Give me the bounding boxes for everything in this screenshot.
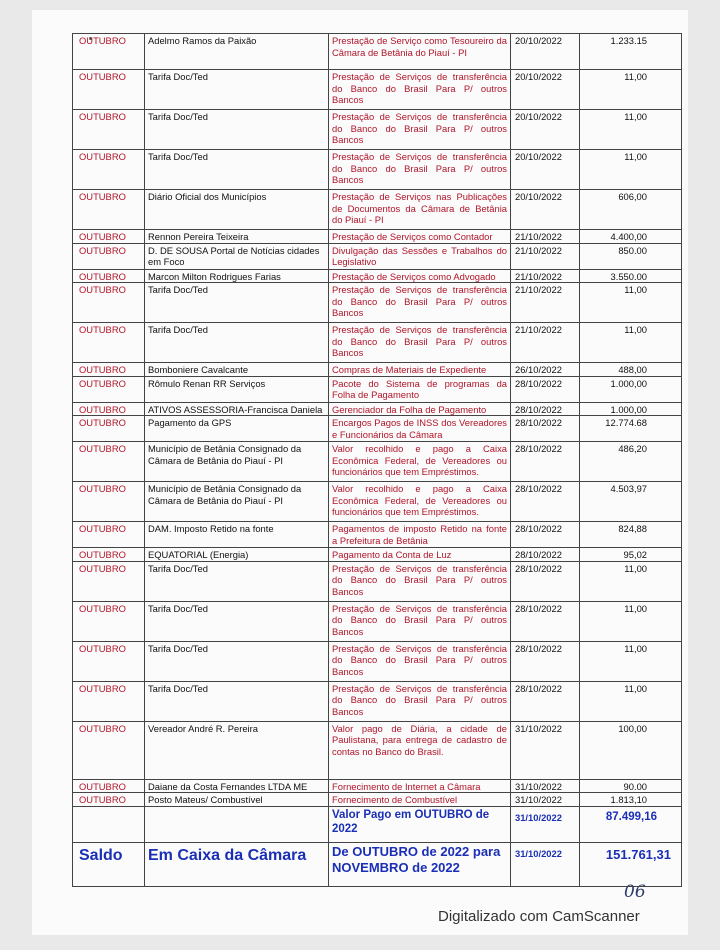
description-cell: Prestação de Serviços de transferência do Banco do Brasil Para P/ outros Bancos <box>329 150 511 190</box>
description-cell: Prestação de Serviços como Advogado <box>329 269 511 283</box>
date-cell: 31/10/2022 <box>511 779 580 793</box>
month-cell: OUTUBRO <box>73 243 145 269</box>
payee-cell: Bomboniere Cavalcante <box>145 363 329 377</box>
date-cell: 31/10/2022 <box>511 806 580 842</box>
payee-cell: Município de Betânia Consignado da Câmara de Betânia do Piauí - PI <box>145 442 329 482</box>
month-cell: OUTUBRO <box>73 150 145 190</box>
amount-cell: 151.761,31 <box>580 842 682 886</box>
payee-cell <box>145 806 329 842</box>
table-row <box>73 70 682 110</box>
payee-cell: Pagamento da GPS <box>145 416 329 442</box>
payee-cell: Tarifa Doc/Ted <box>145 641 329 681</box>
description-cell: Valor recolhido e pago a Caixa Econômica Federal, de Vereadores ou funcionários que tem Empréstimos. <box>329 482 511 522</box>
date-cell: 20/10/2022 <box>511 110 580 150</box>
description-cell: Pagamento da Conta de Luz <box>329 548 511 562</box>
table-row <box>73 230 682 244</box>
total-paid-row <box>73 806 682 842</box>
payee-cell: Adelmo Ramos da Paixão <box>145 34 329 70</box>
payee-cell: Em Caixa da Câmara <box>145 842 329 886</box>
description-cell: Pagamentos de imposto Retido na fonte a Prefeitura de Betânia <box>329 522 511 548</box>
payee-cell: Rennon Pereira Teixeira <box>145 230 329 244</box>
payee-cell: Tarifa Doc/Ted <box>145 110 329 150</box>
payee-cell: Tarifa Doc/Ted <box>145 70 329 110</box>
amount-cell: 90.00 <box>580 779 682 793</box>
payee-cell: Vereador André R. Pereira <box>145 721 329 779</box>
payee-cell: Daiane da Costa Fernandes LTDA ME <box>145 779 329 793</box>
table-row <box>73 482 682 522</box>
month-cell <box>73 806 145 842</box>
date-cell: 21/10/2022 <box>511 269 580 283</box>
payee-cell: Posto Mateus/ Combustível <box>145 793 329 807</box>
description-cell: Valor recolhido e pago a Caixa Econômica Federal, de Vereadores ou funcionários que tem Empréstimos. <box>329 442 511 482</box>
date-cell: 28/10/2022 <box>511 641 580 681</box>
table-row <box>73 402 682 416</box>
amount-cell: 824,88 <box>580 522 682 548</box>
amount-cell: 850.00 <box>580 243 682 269</box>
payee-cell: D. DE SOUSA Portal de Notícias cidades em Foco <box>145 243 329 269</box>
description-cell: De OUTUBRO de 2022 para NOVEMBRO de 2022 <box>329 842 511 886</box>
payee-cell: Tarifa Doc/Ted <box>145 283 329 323</box>
amount-cell: 11,00 <box>580 601 682 641</box>
table-row <box>73 601 682 641</box>
date-cell: 21/10/2022 <box>511 230 580 244</box>
month-cell: OUTUBRO <box>73 402 145 416</box>
month-cell: OUTUBRO <box>73 482 145 522</box>
date-cell: 21/10/2022 <box>511 283 580 323</box>
month-cell: OUTUBRO <box>73 416 145 442</box>
payee-cell: Marcon Milton Rodrigues Farias <box>145 269 329 283</box>
payee-cell: Rômulo Renan RR Serviços <box>145 376 329 402</box>
amount-cell: 486,20 <box>580 442 682 482</box>
month-cell: OUTUBRO <box>73 779 145 793</box>
amount-cell: 11,00 <box>580 283 682 323</box>
amount-cell: 1.233.15 <box>580 34 682 70</box>
table-row <box>73 416 682 442</box>
payee-cell: Diário Oficial dos Municípios <box>145 190 329 230</box>
table-row <box>73 681 682 721</box>
amount-cell: 11,00 <box>580 70 682 110</box>
date-cell: 28/10/2022 <box>511 681 580 721</box>
description-cell: Pacote do Sistema de programas da Folha de Pagamento <box>329 376 511 402</box>
amount-cell: 87.499,16 <box>580 806 682 842</box>
date-cell: 31/10/2022 <box>511 721 580 779</box>
table-row <box>73 190 682 230</box>
date-cell: 28/10/2022 <box>511 376 580 402</box>
table-row <box>73 323 682 363</box>
description-cell: Prestação de Serviços de transferência do Banco do Brasil Para P/ outros Bancos <box>329 70 511 110</box>
month-cell: Saldo <box>73 842 145 886</box>
balance-row <box>73 842 682 886</box>
payee-cell: ATIVOS ASSESSORIA-Francisca Daniela <box>145 402 329 416</box>
table-row <box>73 269 682 283</box>
table-row <box>73 283 682 323</box>
table-row <box>73 641 682 681</box>
payee-cell: Tarifa Doc/Ted <box>145 601 329 641</box>
table-row <box>73 150 682 190</box>
month-cell: OUTUBRO <box>73 323 145 363</box>
month-cell: OUTUBRO <box>73 641 145 681</box>
amount-cell: 1.813,10 <box>580 793 682 807</box>
month-cell: OUTUBRO <box>73 442 145 482</box>
table-row <box>73 522 682 548</box>
month-cell: OUTUBRO <box>73 376 145 402</box>
amount-cell: 4.503,97 <box>580 482 682 522</box>
ledger-body <box>73 34 682 887</box>
month-cell: OUTUBRO <box>73 681 145 721</box>
amount-cell: 3.550.00 <box>580 269 682 283</box>
payee-cell: Tarifa Doc/Ted <box>145 150 329 190</box>
month-cell: OUTUBRO <box>73 283 145 323</box>
month-cell: OUTUBRO <box>73 548 145 562</box>
payee-cell: EQUATORIAL (Energia) <box>145 548 329 562</box>
table-row <box>73 442 682 482</box>
date-cell: 28/10/2022 <box>511 601 580 641</box>
description-cell: Prestação de Serviços de transferência do Banco do Brasil Para P/ outros Bancos <box>329 561 511 601</box>
date-cell: 28/10/2022 <box>511 522 580 548</box>
month-cell: OUTUBRO <box>73 721 145 779</box>
amount-cell: 11,00 <box>580 681 682 721</box>
month-cell: OUTUBRO <box>73 230 145 244</box>
amount-cell: 606,00 <box>580 190 682 230</box>
table-row <box>73 561 682 601</box>
amount-cell: 12.774.68 <box>580 416 682 442</box>
amount-cell: 11,00 <box>580 561 682 601</box>
description-cell: Prestação de Serviços de transferência do Banco do Brasil Para P/ outros Bancos <box>329 323 511 363</box>
date-cell: 26/10/2022 <box>511 363 580 377</box>
date-cell: 28/10/2022 <box>511 442 580 482</box>
month-cell: OUTUBRO <box>73 70 145 110</box>
table-row <box>73 548 682 562</box>
date-cell: 20/10/2022 <box>511 190 580 230</box>
amount-cell: 4.400,00 <box>580 230 682 244</box>
amount-cell: 11,00 <box>580 150 682 190</box>
month-cell: OUTUBRO <box>73 561 145 601</box>
description-cell: Fornecimento de Internet a Câmara <box>329 779 511 793</box>
date-cell: 20/10/2022 <box>511 150 580 190</box>
description-cell: Compras de Materiais de Expediente <box>329 363 511 377</box>
amount-cell: 1.000,00 <box>580 402 682 416</box>
description-cell: Prestação de Serviços de transferência do Banco do Brasil Para P/ outros Bancos <box>329 110 511 150</box>
description-cell: Prestação de Serviços nas Publicações de Documentos da Câmara de Betânia do Piauí - PI <box>329 190 511 230</box>
date-cell: 28/10/2022 <box>511 482 580 522</box>
amount-cell: 11,00 <box>580 641 682 681</box>
date-cell: 20/10/2022 <box>511 34 580 70</box>
date-cell: 28/10/2022 <box>511 402 580 416</box>
payee-cell: Tarifa Doc/Ted <box>145 681 329 721</box>
payee-cell: Município de Betânia Consignado da Câmara de Betânia do Piauí - PI <box>145 482 329 522</box>
table-row <box>73 721 682 779</box>
date-cell: 28/10/2022 <box>511 561 580 601</box>
description-cell: Prestação de Serviços de transferência do Banco do Brasil Para P/ outros Bancos <box>329 283 511 323</box>
amount-cell: 11,00 <box>580 110 682 150</box>
payee-cell: Tarifa Doc/Ted <box>145 561 329 601</box>
date-cell: 20/10/2022 <box>511 70 580 110</box>
date-cell: 28/10/2022 <box>511 416 580 442</box>
expense-ledger-table <box>72 33 682 887</box>
description-cell: Prestação de Serviços de transferência do Banco do Brasil Para P/ outros Bancos <box>329 681 511 721</box>
date-cell: 21/10/2022 <box>511 323 580 363</box>
table-row <box>73 793 682 807</box>
amount-cell: 95,02 <box>580 548 682 562</box>
table-row <box>73 376 682 402</box>
description-cell: Prestação de Serviços como Contador <box>329 230 511 244</box>
date-cell: 21/10/2022 <box>511 243 580 269</box>
description-cell: Divulgação das Sessões e Trabalhos do Legislativo <box>329 243 511 269</box>
amount-cell: 100,00 <box>580 721 682 779</box>
payee-cell: Tarifa Doc/Ted <box>145 323 329 363</box>
description-cell: Encargos Pagos de INSS dos Vereadores e Funcionários da Câmara <box>329 416 511 442</box>
description-cell: Prestação de Serviços de transferência do Banco do Brasil Para P/ outros Bancos <box>329 601 511 641</box>
description-cell: Prestação de Serviço como Tesoureiro da Câmara de Betânia do Piauí - PI <box>329 34 511 70</box>
amount-cell: 1.000,00 <box>580 376 682 402</box>
date-cell: 31/10/2022 <box>511 842 580 886</box>
table-row <box>73 110 682 150</box>
description-cell: Prestação de Serviços de transferência do Banco do Brasil Para P/ outros Bancos <box>329 641 511 681</box>
scanner-watermark: Digitalizado com CamScanner <box>438 908 640 925</box>
amount-cell: 488,00 <box>580 363 682 377</box>
table-row <box>73 779 682 793</box>
handwritten-page-number: 06 <box>624 882 646 902</box>
table-row <box>73 34 682 70</box>
month-cell: OUTUBRO <box>73 110 145 150</box>
amount-cell: 11,00 <box>580 323 682 363</box>
month-cell: OUTUBRO <box>73 363 145 377</box>
month-cell: OUTUBRO <box>73 34 145 70</box>
month-cell: OUTUBRO <box>73 190 145 230</box>
month-cell: OUTUBRO <box>73 269 145 283</box>
description-cell: Valor pago de Diária, a cidade de Paulistana, para entrega de cadastro de contas no Banco do Brasil. <box>329 721 511 779</box>
month-cell: OUTUBRO <box>73 522 145 548</box>
description-cell: Fornecimento de Combustível <box>329 793 511 807</box>
table-row <box>73 243 682 269</box>
month-cell: OUTUBRO <box>73 601 145 641</box>
month-cell: OUTUBRO <box>73 793 145 807</box>
table-row <box>73 363 682 377</box>
description-cell: Gerenciador da Folha de Pagamento <box>329 402 511 416</box>
date-cell: 31/10/2022 <box>511 793 580 807</box>
description-cell: Valor Pago em OUTUBRO de 2022 <box>329 806 511 842</box>
payee-cell: DAM. Imposto Retido na fonte <box>145 522 329 548</box>
date-cell: 28/10/2022 <box>511 548 580 562</box>
